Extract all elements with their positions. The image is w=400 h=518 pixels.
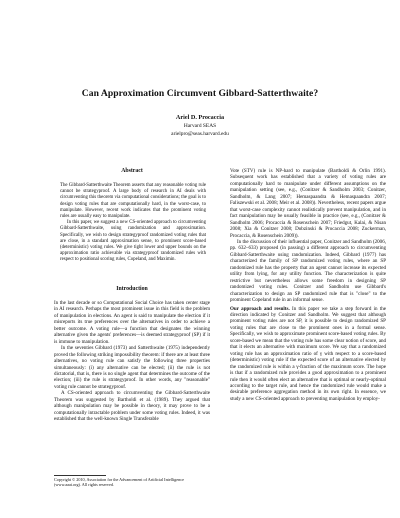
abstract-paragraph-1: The Gibbard-Satterthwaite Theorem asserts that any reasonable voting rule cannot be strategyproof. A large body of research in AI deals with circumventing this theorem via computational considerations; the goal is to design voting rules that are computationally hard, in the worst-case, to manipulate. However, recent work indicates that the prominent voting rules are usually easy to manipulate. <box>60 183 206 220</box>
author-name: Ariel D. Procaccia <box>175 114 225 121</box>
abstract-paragraph-2: In this paper, we suggest a new CS-oriented approach to circumventing Gibbard-Satterthwaite, using randomization and approximation. Specifically, we wish to design strategyproof randomized voting rules that are close, in a standard approximation sense, to prominent score-based (deterministic) voting rules. We give tight lower and upper bounds on the approximation ratio achievable via strategyproof randomized rules with respect to positional scoring rules, Copeland, and Maximin. <box>60 220 206 263</box>
right-paragraph-3-text: In this paper we take a step forward in the direction indicated by Conitzer and Sandholm. We suggest that although prominent voting rules are not SP, it is possible to design randomized SP voting rules that are close to the prominent ones in a formal sense. Specifically, we wish to approximate prominent score-based voting rules. By score-based we mean that the voting rule has some clear notion of score, and that it elects an alternative with maximum score. We say that a randomized voting rule has an approximation ratio of γ with respect to a score-based (deterministic) voting rule if the expected score of an alternative elected by the randomized rule is within a γ-fraction of the maximum score. The hope is that if a randomized rule provides a good approximation to a prominent rule then it would often elect an alternative that is optimal or nearly-optimal according to the target rule, and hence the randomized rule would make a desirable preference aggregation method in its own right. In essence, we study a new CS-oriented approach to preventing manipulation by employ- <box>230 305 387 402</box>
right-paragraph-2: In the discussion of their influential paper, Conitzer and Sandholm (2006, pp. 632–633) proposed (in passing) a different approach to circumventing Gibbard-Satterthwaite using randomization. Indeed, Gibbard (1977) has characterized the family of SP randomized voting rules, where an SP randomized rule has the property that an agent cannot increase its expected utility from lying, for any utility function. The characterization is quite restrictive but nevertheless allows some freedom in designing SP randomized voting rules. Conitzer and Sandholm use Gibbard's characterization to design an SP randomized rule that is "close" to the prominent Copeland rule in an informal sense. <box>230 238 386 304</box>
copyright-footnote: Copyright © 2010, Association for the Advancement of Artificial Intelligence (www.aaai.org). All rights reserved. <box>54 477 184 488</box>
author-affiliation: Harvard SEAS <box>183 123 217 129</box>
abstract-heading: Abstract <box>121 168 143 174</box>
introduction-body <box>54 300 210 423</box>
paper-title: Can Approximation Circumvent Gibbard-Satterthwaite? <box>81 88 319 99</box>
right-paragraph-1: Vote (STV) rule is NP-hard to manipulate (Bartholdi & Orlin 1991). Subsequent work has established that a variety of voting rules are computationally hard to manipulate under different assumptions on the manipulation setting (see, e.g., (Conitzer & Sandholm 2003; Conitzer, Sandholm, & Lang 2007; Hemaspaandra & Hemaspaandra 2007; Faliszewski et al. 2008; Meir et al. 2008)). Nevertheless, recent papers argue that worst-case complexity cannot realistically prevent manipulation, and in fact manipulation may be usually feasible in practice (see, e.g., (Conitzer & Sandholm 2006; Procaccia & Rosenschein 2007; Friedgut, Kalai, & Nisan 2008; Xia & Conitzer 2008; Dobzinski & Procaccia 2008; Zuckerman, Procaccia, & Rosenschein 2009)). <box>230 168 386 239</box>
introduction-heading: Introduction <box>116 286 148 292</box>
right-paragraph-3 <box>230 306 386 403</box>
section-runin-heading: Our approach and results. <box>230 305 290 312</box>
intro-paragraph-2: In the seventies Gibbard (1973) and Satterthwaite (1975) independently proved the following striking impossibility theorem: if there are at least three alternatives, no voting rule can satisfy the following three properties simultaneously: (i) any alternative can be elected; (ii) the rule is not dictatorial, that is, there is no single agent that determines the outcome of the election; (iii) the rule is strategyproof. In other words, any "reasonable" voting rule cannot be strategyproof. <box>54 345 210 390</box>
author-email: arielpro@seas.harvard.edu <box>171 131 229 137</box>
footnote-divider <box>54 475 106 476</box>
right-column-body <box>230 168 386 402</box>
intro-paragraph-3: A CS-oriented approach to circumventing the Gibbard-Satterthwaite Theorem was suggested by Bartholdi et al. (1989). They argued that although manipulation may be possible in theory, it may prove to be a computationally intractable problem under some voting rules. Indeed, it was established that the well-known Single Transferable <box>54 390 210 423</box>
intro-paragraph-1: In the last decade or so Computational Social Choice has taken center stage in AI research. Perhaps the most prominent issue in this field is the problem of manipulation in elections. An agent is said to manipulate the election if it misreports its true preferences over the alternatives in order to achieve a better outcome. A voting rule—a function that designates the winning alternative given the agents' preferences—is deemed strategyproof (SP) if it is immune to manipulation. <box>54 300 210 345</box>
abstract-body <box>60 183 206 264</box>
